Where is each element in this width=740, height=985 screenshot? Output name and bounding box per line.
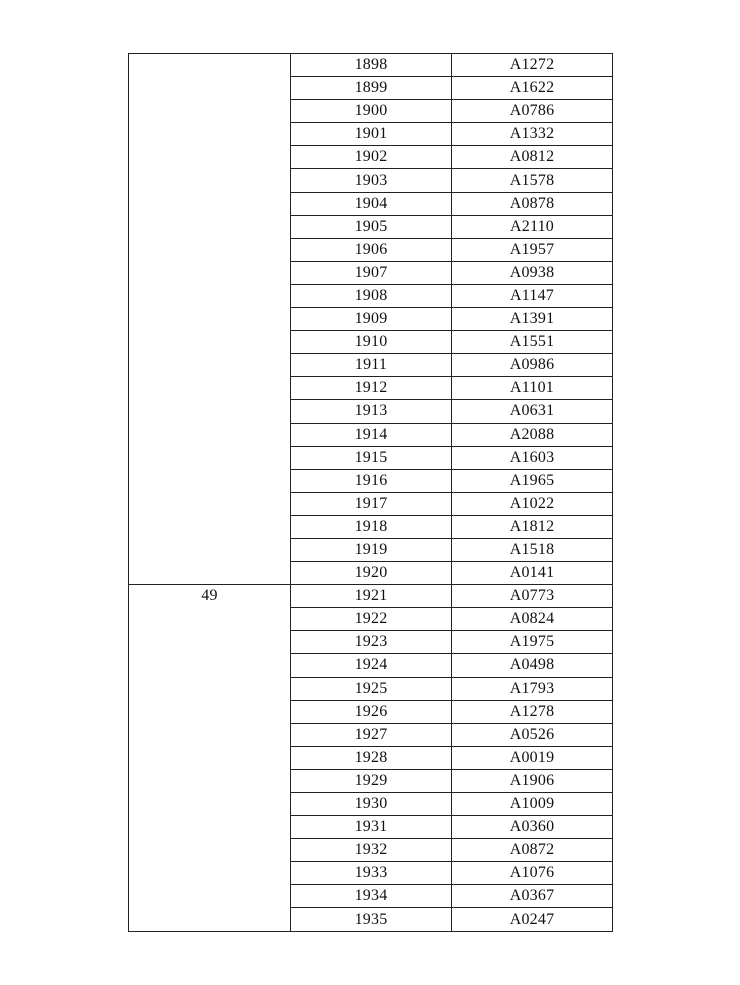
number-cell: 1902 bbox=[291, 146, 452, 169]
code-cell: A0878 bbox=[452, 192, 613, 215]
code-cell: A1965 bbox=[452, 469, 613, 492]
code-cell: A2088 bbox=[452, 423, 613, 446]
code-cell: A0824 bbox=[452, 608, 613, 631]
number-cell: 1909 bbox=[291, 308, 452, 331]
code-cell: A1957 bbox=[452, 238, 613, 261]
number-cell: 1927 bbox=[291, 723, 452, 746]
number-cell: 1926 bbox=[291, 700, 452, 723]
code-cell: A1278 bbox=[452, 700, 613, 723]
number-cell: 1928 bbox=[291, 746, 452, 769]
number-cell: 1933 bbox=[291, 862, 452, 885]
code-cell: A0498 bbox=[452, 654, 613, 677]
number-cell: 1935 bbox=[291, 908, 452, 931]
code-cell: A1332 bbox=[452, 123, 613, 146]
number-cell: 1934 bbox=[291, 885, 452, 908]
table-row bbox=[129, 54, 613, 77]
number-cell: 1912 bbox=[291, 377, 452, 400]
number-cell: 1899 bbox=[291, 77, 452, 100]
group-label-cell: 49 bbox=[129, 585, 291, 931]
number-cell: 1908 bbox=[291, 284, 452, 307]
number-cell: 1918 bbox=[291, 515, 452, 538]
number-cell: 1932 bbox=[291, 839, 452, 862]
code-cell: A1622 bbox=[452, 77, 613, 100]
code-cell: A1551 bbox=[452, 331, 613, 354]
number-cell: 1917 bbox=[291, 492, 452, 515]
number-cell: 1919 bbox=[291, 538, 452, 561]
code-cell: A1022 bbox=[452, 492, 613, 515]
number-cell: 1920 bbox=[291, 562, 452, 585]
code-cell: A2110 bbox=[452, 215, 613, 238]
number-cell: 1911 bbox=[291, 354, 452, 377]
code-cell: A1603 bbox=[452, 446, 613, 469]
code-cell: A1518 bbox=[452, 538, 613, 561]
number-cell: 1914 bbox=[291, 423, 452, 446]
number-cell: 1921 bbox=[291, 585, 452, 608]
code-cell: A1391 bbox=[452, 308, 613, 331]
number-cell: 1910 bbox=[291, 331, 452, 354]
number-cell: 1913 bbox=[291, 400, 452, 423]
number-cell: 1900 bbox=[291, 100, 452, 123]
code-cell: A0872 bbox=[452, 839, 613, 862]
code-cell: A0526 bbox=[452, 723, 613, 746]
code-cell: A0938 bbox=[452, 261, 613, 284]
code-cell: A1793 bbox=[452, 677, 613, 700]
code-cell: A0360 bbox=[452, 816, 613, 839]
number-cell: 1906 bbox=[291, 238, 452, 261]
code-cell: A1272 bbox=[452, 54, 613, 77]
code-cell: A1076 bbox=[452, 862, 613, 885]
code-cell: A0019 bbox=[452, 746, 613, 769]
number-cell: 1931 bbox=[291, 816, 452, 839]
number-cell: 1922 bbox=[291, 608, 452, 631]
number-cell: 1915 bbox=[291, 446, 452, 469]
number-cell: 1930 bbox=[291, 793, 452, 816]
data-table bbox=[128, 53, 613, 932]
code-cell: A0141 bbox=[452, 562, 613, 585]
number-cell: 1904 bbox=[291, 192, 452, 215]
code-cell: A0247 bbox=[452, 908, 613, 931]
code-cell: A0367 bbox=[452, 885, 613, 908]
code-cell: A1578 bbox=[452, 169, 613, 192]
code-cell: A0786 bbox=[452, 100, 613, 123]
table-row bbox=[129, 585, 613, 608]
number-cell: 1923 bbox=[291, 631, 452, 654]
number-cell: 1924 bbox=[291, 654, 452, 677]
number-cell: 1898 bbox=[291, 54, 452, 77]
code-cell: A1975 bbox=[452, 631, 613, 654]
code-cell: A1906 bbox=[452, 769, 613, 792]
code-cell: A1812 bbox=[452, 515, 613, 538]
code-cell: A1101 bbox=[452, 377, 613, 400]
code-cell: A0812 bbox=[452, 146, 613, 169]
number-cell: 1907 bbox=[291, 261, 452, 284]
code-cell: A1009 bbox=[452, 793, 613, 816]
code-cell: A0773 bbox=[452, 585, 613, 608]
group-label-cell bbox=[129, 54, 291, 585]
number-cell: 1916 bbox=[291, 469, 452, 492]
number-cell: 1929 bbox=[291, 769, 452, 792]
code-cell: A0986 bbox=[452, 354, 613, 377]
code-cell: A1147 bbox=[452, 284, 613, 307]
code-cell: A0631 bbox=[452, 400, 613, 423]
table-body bbox=[129, 54, 613, 932]
number-cell: 1903 bbox=[291, 169, 452, 192]
number-cell: 1925 bbox=[291, 677, 452, 700]
number-cell: 1905 bbox=[291, 215, 452, 238]
number-cell: 1901 bbox=[291, 123, 452, 146]
